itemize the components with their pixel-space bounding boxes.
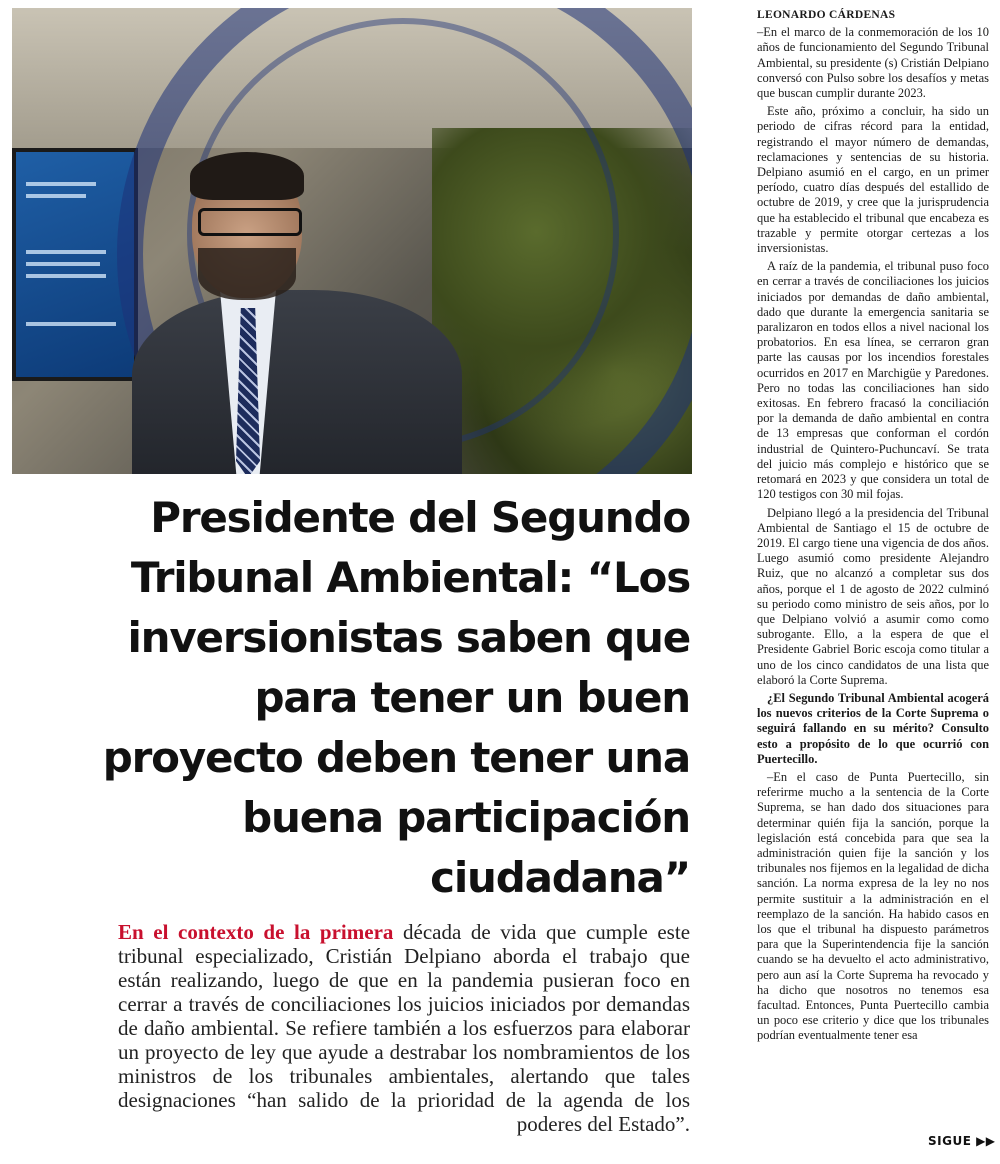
lede-kicker: En el contexto de la primera [118, 920, 394, 944]
lede-text: década de vida que cumple este tribunal especializado, Cristián Delpiano aborda el trabajo que están realizando, luego de que en la pandemia pusieran foco en cerrar a través de conciliaciones los juicios iniciados por demandas de daño ambiental. Se refiere también a los esfuerzos para elaborar un proyecto de ley que ayude a destrabar los nombramientos de los ministros de los tribunales ambientales, alertando que tales designaciones “han salido de la prioridad de la agenda de los poderes del Estado”. [118, 920, 691, 1136]
headline: Presidente del Segundo Tribunal Ambiental: “Los inversionistas saben que para tener un buen proyecto deben tener una buena participación ciudadana” [102, 493, 690, 902]
photo-person [132, 158, 462, 474]
article-paragraph: –En el marco de la conmemoración de los 10 años de funcionamiento del Segundo Tribunal Ambiental, su presidente (s) Cristián Delpiano conversó con Pulso sobre los desafíos y metas que buscan cumplir durante 2023. [757, 25, 989, 101]
continue-label: SIGUE ▶▶ [928, 1134, 996, 1148]
interview-question: ¿El Segundo Tribunal Ambiental acogerá los nuevos criterios de la Corte Suprema o seguirá fallando en su mérito? Consulto esto a propósito de lo que ocurrió con Puertecillo. [757, 690, 989, 766]
article-paragraph: A raíz de la pandemia, el tribunal puso foco en cerrar a través de conciliaciones los juicios iniciados por demandas de daño ambiental, dado que durante la emergencia sanitaria se paralizaron en todos ellos a nivel nacional los probatorios. En esa línea, se cerraron gran parte las causas por los incendios forestales ocurridos en 2017 en Marchigüe y Paredones. Pero no todas las conciliaciones han sido exitosas. En febrero fracasó la conciliación por la demanda de daño ambiental en contra de 13 empresas que conforman el cordón industrial de Quintero-Puchuncaví. Se trata del juicio más complejo e histórico que se retomará en 2023 y que considera un total de 120 testigos con 30 mil fojas. [757, 259, 989, 502]
screen-line [26, 182, 96, 186]
person-hair [190, 152, 304, 200]
person-suit [132, 290, 462, 474]
interview-answer: –En el caso de Punta Puertecillo, sin referirme mucho a la sentencia de la Corte Suprema, se han dado dos situaciones para determinar quién fija la sanción, porque la legislación está concebida para que sea la administración quien fije la sanción y los tribunales nos fijemos en la legalidad de dicha sanción. La norma expresa de la ley no nos permite sustituir a la administración en el reemplazo de la sanción. Ha habido casos en los que el tribunal ha dispuesto parámetros para que la Superintendencia fije la sanción cuando se ha devuelto el acto administrativo, pero aun así la Corte Suprema ha revocado y ha dicho que nosotros no tenemos esa facultad. Entonces, Punta Puertecillo cambia un poco ese criterio y dice que los tribunales podrían eventualmente tener esa [757, 769, 989, 1043]
person-glasses [198, 208, 302, 236]
byline: LEONARDO CÁRDENAS [757, 9, 896, 21]
article-paragraph: Delpiano llegó a la presidencia del Tribunal Ambiental de Santiago el 15 de octubre de 2019. El cargo tiene una vigencia de dos años. Luego asumió como presidente Alejandro Ruiz, que no alcanzó a completar sus dos años, porque el 1 de agosto de 2022 culminó su periodo como ministro de seis años, por lo que Delpiano volvió a asumir como como subrogante. Ello, a la espera de que el Presidente Gabriel Boric escoja como titular a uno de los cinco candidatos de una lista que elaboró la Corte Suprema. [757, 505, 989, 687]
screen-line [26, 322, 116, 326]
article-column [757, 8, 989, 1047]
screen-line [26, 274, 106, 278]
lede [118, 920, 690, 1136]
person-beard [198, 248, 296, 300]
screen-line [26, 194, 86, 198]
screen-line [26, 262, 100, 266]
lead-photo [12, 8, 692, 474]
article-paragraph: Este año, próximo a concluir, ha sido un periodo de cifras récord para la entidad, registrando el mayor número de demandas, reclamaciones y sentencias de su historia. Delpiano asumió en el cargo, en un primer período, cuatro días después del estallido de octubre de 2019, y cree que la jurisprudencia que ha establecido el tribunal que encabeza es trazable y permite otorgar certezas a los inversionistas. [757, 104, 989, 256]
screen-line [26, 250, 106, 254]
